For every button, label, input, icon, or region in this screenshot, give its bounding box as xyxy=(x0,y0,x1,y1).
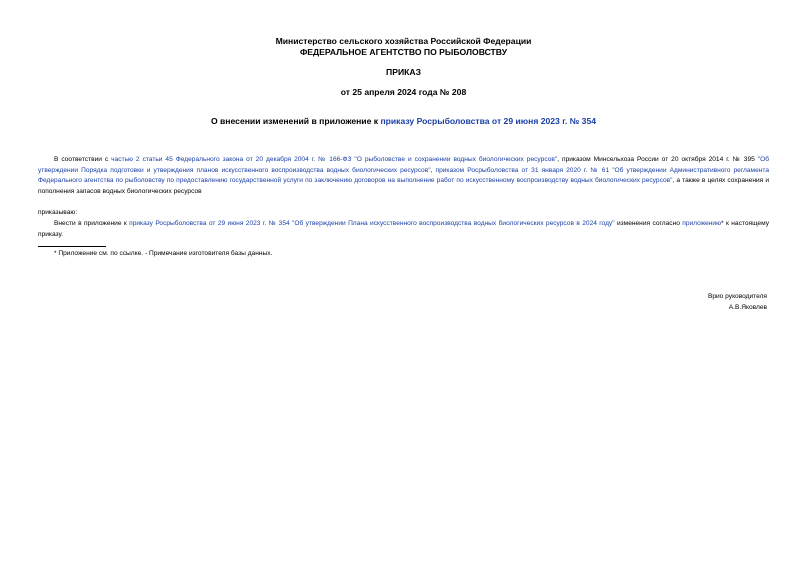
appendix-link[interactable]: приложению xyxy=(682,220,722,227)
document-date-number: от 25 апреля 2024 года № 208 xyxy=(340,87,467,97)
item-text-2: изменения согласно xyxy=(614,220,683,227)
document-title xyxy=(0,116,807,127)
document-type: ПРИКАЗ xyxy=(386,67,421,77)
title-link[interactable]: приказу Росрыболовства от 29 июня 2023 г. № 354 xyxy=(380,116,597,126)
preamble-text-3: , xyxy=(430,166,436,174)
preamble-text-1: В соответствии с xyxy=(54,156,112,163)
signature-name: А.В.Яковлев xyxy=(728,304,767,311)
footnote: * Приложение см. по ссылке. - Примечание изготовителя базы данных. xyxy=(54,250,273,257)
order-word: приказываю: xyxy=(38,209,78,216)
order-395-link[interactable]: "Об утверждении Порядка подготовки и утверждения планов искусственного воспроизводства водных биологических ресурсов" xyxy=(38,156,769,174)
preamble-text-2: , приказом Минсельхоза России от 20 октября 2014 г. № 395 xyxy=(557,156,758,163)
title-text: О внесении изменений в приложение к xyxy=(210,116,381,126)
preamble-paragraph xyxy=(38,155,769,197)
ministry-name: Министерство сельского хозяйства Российской Федерации xyxy=(275,36,532,46)
order-item-paragraph xyxy=(38,219,769,240)
order-354-link[interactable]: приказу Росрыболовства от 29 июня 2023 г. № 354 "Об утверждении Плана искусственного воспроизводства водных биологических ресурсов в 2024 году" xyxy=(129,220,615,227)
order-61-link[interactable]: приказом Росрыболовства от 31 января 2020 г. № 61 "Об утверждении Административного регламента Федерального агентства по рыболовству по предоставлению государственной услуги по заключению договоров на выполнение работ по искусственному воспроизводству водных биологических ресурсов" xyxy=(38,166,770,184)
signature-position: Врио руководителя xyxy=(707,293,767,300)
agency-name: ФЕДЕРАЛЬНОЕ АГЕНТСТВО ПО РЫБОЛОВСТВУ xyxy=(299,47,508,57)
law-link[interactable]: частью 2 статьи 45 Федерального закона от 20 декабря 2004 г. № 166-ФЗ "О рыболовстве и сохранении водных биологических ресурсов" xyxy=(111,156,558,163)
preamble-text-4: , а также в целях сохранения и пополнения запасов водных биологических ресурсов xyxy=(38,177,770,195)
item-text-3: * к настоящему приказу. xyxy=(38,220,769,238)
item-text-1: Внести в приложение к xyxy=(54,220,130,227)
footnote-divider xyxy=(38,246,106,247)
